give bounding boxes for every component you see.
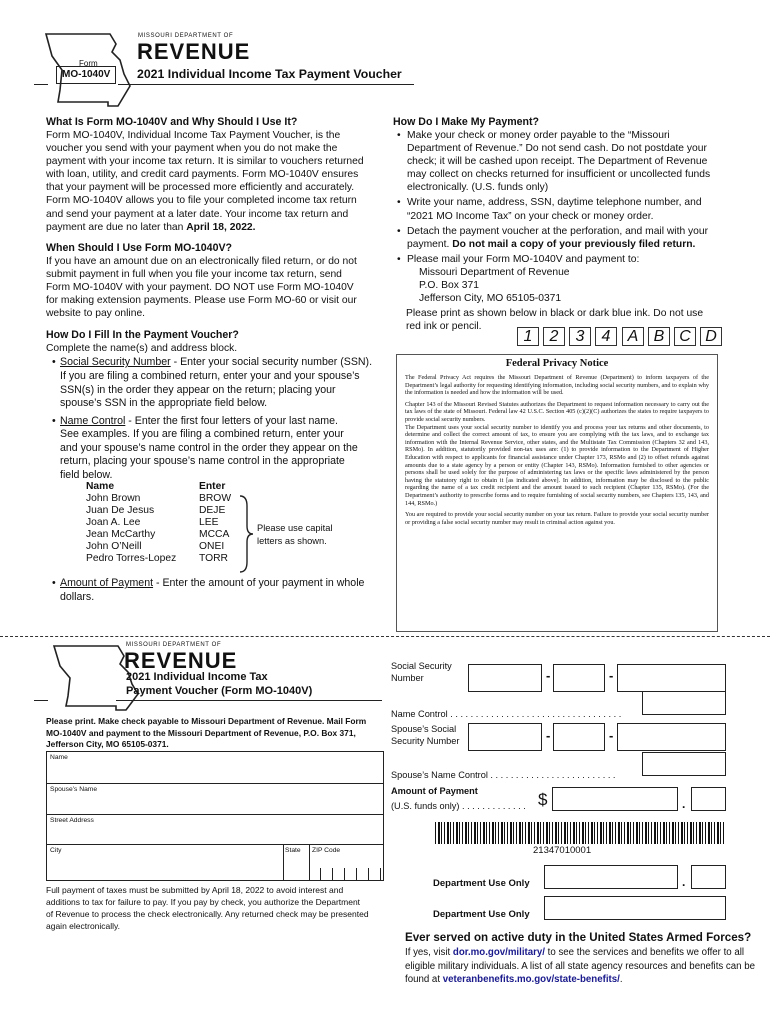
sample-letters: A B C D bbox=[622, 327, 726, 346]
page-title: 2021 Individual Income Tax Payment Voucher bbox=[137, 67, 402, 81]
heading-how-pay: How Do I Make My Payment? bbox=[393, 116, 539, 128]
zip-field[interactable]: ZIP Code bbox=[309, 844, 383, 880]
privacy-notice: Federal Privacy Notice The Federal Privacy Act requires the Missouri Department of Revenue (Department) to inform taxpayers of the Department’s legal authority for requesting identifying information, including social security numbers, and to explain why the information is needed and how the information will be used. Chapter 143 of the Missouri Revised Statutes authorizes the Department to request information necessary to carry out the tax laws of the state of Missouri. Federal law 42 U.S.C. Section 405 (c)(2)(C) authorizes the states to require taxpayers to provide social security numbers. The Department uses your social security number to identify you and process your tax returns and other documents, to determine and collect the correct amount of tax, to ensure you are complying with the tax laws, and to exchange tax information with the Internal Revenue Service, other states, and the Multistate Tax Commission (Chapters 32 and 143, RSMo). In addition, statutorily provided non-tax uses are: (1) to provide information to the Department of Higher Education with respect to applicants for financial assistance under Chapter 173, RSMo and (2) to offset refunds against amounts due to a state agency by a person or entity (Chapter 143, RSMo). Information furnished to other agencies or persons shall be used solely for the purpose of administering tax laws or the specific laws administered by the person having the statutory right to obtain it [as indicated above]. In addition, information may be disclosed to the public regarding the name of a tax credit recipient and the amount issued to such recipient (Chapter 135, RSMo). (For the Department’s authority to prescribe forms and to require furnishing of social security numbers, see Chapters 135, 143, and 144, RSMo.) You are required to provide your social security number on your tax return. Failure to provide your social security number or providing a false social security number may result in criminal action against you. bbox=[396, 354, 718, 632]
military-heading: Ever served on active duty in the United States Armed Forces? bbox=[405, 931, 752, 944]
ssn-part3[interactable] bbox=[617, 664, 726, 692]
state-field[interactable]: State bbox=[285, 847, 301, 854]
when-text: If you have an amount due on an electronically filed return, or do not submit payment in full when you file your income tax return, send Form MO-1040V with your payment. DO NOT use Form MO-1040V for making extension payments. Please use Form MO-60 or visit our website to pay online. bbox=[46, 255, 357, 320]
barcode bbox=[435, 822, 725, 844]
table-row: John O’Neill ONEI bbox=[86, 541, 225, 552]
brace-icon bbox=[238, 494, 254, 574]
spouse-name-field[interactable]: Spouse’s Name bbox=[50, 786, 98, 793]
dept-use-box-2 bbox=[544, 896, 726, 920]
name-control-input[interactable] bbox=[642, 691, 726, 715]
spouse-ssn-part3[interactable] bbox=[617, 723, 726, 751]
table-row: Jean McCarthy MCCA bbox=[86, 529, 230, 540]
spouse-ssn-part1[interactable] bbox=[468, 723, 542, 751]
ssn-part2[interactable] bbox=[553, 664, 605, 692]
dash-glyph: - bbox=[609, 668, 614, 683]
table-row: Joan A. Lee LEE bbox=[86, 517, 219, 528]
pay-bullet-4: • Please mail your Form MO-1040V and payment to: Missouri Department of Revenue P.O. Box 371 Jefferson City, MO 65105-0371 bbox=[397, 253, 640, 305]
amount-sub-label: (U.S. funds only) . . . . . . . . . . . . . bbox=[391, 801, 526, 811]
how-fill-text: Complete the name(s) and address block. bbox=[46, 343, 238, 355]
voucher-rule-left bbox=[34, 700, 48, 701]
decimal-point: . bbox=[682, 875, 686, 889]
table-row: Juan De Jesus DEJE bbox=[86, 505, 226, 516]
voucher-rule-title bbox=[116, 700, 382, 701]
spouse-ssn-part2[interactable] bbox=[553, 723, 605, 751]
dash-glyph: - bbox=[609, 728, 614, 743]
left-column bbox=[46, 116, 386, 483]
pay-bullet-2: • Write your name, address, SSN, daytime telephone number, and “2021 MO Income Tax” on your check or money order. bbox=[397, 197, 702, 222]
voucher-title: 2021 Individual Income Tax Payment Voucher (Form MO-1040V) bbox=[126, 671, 313, 697]
amount-bullet: • Amount of Payment - Enter the amount of your payment in whole dollars. bbox=[52, 577, 365, 603]
heading-what-is: What Is Form MO-1040V and Why Should I Use It? bbox=[46, 116, 298, 128]
ssn-label: Social Security Number bbox=[391, 661, 452, 683]
dash-glyph: - bbox=[546, 668, 551, 683]
dept-use-label-2: Department Use Only bbox=[433, 909, 530, 920]
perforation-line bbox=[0, 636, 770, 637]
dollar-sign: $ bbox=[538, 790, 548, 809]
heading-how-fill: How Do I Fill In the Payment Voucher? bbox=[46, 329, 239, 342]
voucher-revenue-logo: REVENUE bbox=[124, 648, 238, 673]
dept-use-label-1: Department Use Only bbox=[433, 878, 530, 889]
barcode-number: 21347010001 bbox=[533, 845, 592, 856]
spouse-name-control-input[interactable] bbox=[642, 752, 726, 776]
revenue-logo: REVENUE bbox=[137, 39, 251, 64]
table-row: Pedro Torres-Lopez TORR bbox=[86, 553, 228, 564]
amount-input[interactable] bbox=[552, 787, 678, 811]
voucher-instructions: Please print. Make check payable to Missouri Department of Revenue. Mail Form MO-1040V and payment to the Missouri Department of Revenue, P.O. Box 371, Jefferson City, MO 65105-0371. bbox=[46, 716, 367, 749]
city-field[interactable]: City bbox=[50, 847, 62, 854]
street-address-field[interactable]: Street Address bbox=[50, 817, 94, 824]
ssn-bullet: • Social Security Number - Enter your social security number (SSN). If you are filing a combined return, enter your and your spouse’s SSN(s) in the order they appear on the return; placing your spouse’s SSN in the appropriate field below. bbox=[52, 356, 373, 410]
name-field[interactable]: Name bbox=[50, 754, 68, 761]
privacy-title: Federal Privacy Notice bbox=[505, 358, 609, 369]
name-control-examples: Name Enter John Brown BROW Juan De Jesus DEJE Joan A. Lee LEE Jean McCarthy MCCA John O’Neill ONEI Pedro Torres-Lopez TORR bbox=[86, 481, 232, 564]
pay-bullet-3: • Detach the payment voucher at the perforation, and mail with your payment. Do not mail a copy of your previously filed return. bbox=[397, 225, 709, 250]
ssn-part1[interactable] bbox=[468, 664, 542, 692]
dept-use-box-1 bbox=[544, 865, 678, 889]
voucher-dept-name: MISSOURI DEPARTMENT OF bbox=[126, 642, 222, 648]
decimal-point: . bbox=[682, 797, 686, 811]
name-control-bullet: • Name Control - Enter the first four letters of your last name. See examples. If you are filing a combined return, enter your and your spouse’s name control in the order they appear on the return, placing your spouse’s name control in the appropriate field below. bbox=[52, 414, 358, 482]
military-link[interactable]: dor.mo.gov/military/ bbox=[452, 947, 545, 958]
military-text: If yes, visit dor.mo.gov/military/ to see the services and benefits we offer to all eligible military individuals. A list of all state agency resources and benefits can be found at veteranbenefits.mo.gov/state-benefits/. bbox=[405, 947, 756, 985]
what-is-text: Form MO-1040V, Individual Income Tax Payment Voucher, is the voucher you send with your payment when you do not make the payment with your income tax return. It is similar to vouchers returned with loan, utility, and credit card payments. Form MO-1040V ensures that your payment will be processed more efficiently and accurately. Form MO-1040V allows you to file your completed income tax return and send your payment at a later date. Your income tax return and payment are due no later than April 18, 2022. bbox=[46, 130, 364, 233]
heading-when: When Should I Use Form MO-1040V? bbox=[46, 241, 233, 254]
spouse-name-control-label: Spouse’s Name Control . . . . . . . . . . . . . . . . . . . . . . . . . bbox=[391, 770, 616, 780]
right-column bbox=[393, 116, 729, 333]
header-rule-left bbox=[34, 84, 48, 85]
amount-cents-input[interactable] bbox=[691, 787, 726, 811]
veteran-benefits-link[interactable]: veteranbenefits.mo.gov/state-benefits/ bbox=[442, 974, 620, 985]
ink-instructions: Please print as shown below in black or dark blue ink. Do not use red ink or pencil. bbox=[406, 308, 704, 333]
due-date: April 18, 2022. bbox=[186, 221, 256, 233]
amount-label: Amount of Payment bbox=[391, 786, 478, 796]
spouse-ssn-label: Spouse’s Social Security Number bbox=[391, 724, 460, 746]
full-payment-notice: Full payment of taxes must be submitted by April 18, 2022 to avoid interest and additions to tax for failure to pay. If you pay by check, you authorize the Department of Revenue to process the check electronically. Any returned check may be presented again electronically. bbox=[46, 885, 369, 931]
capital-note: Please use capital letters as shown. bbox=[257, 523, 333, 546]
pay-bullet-1: • Make your check or money order payable to the “Missouri Department of Revenue.” Do not send cash. Do not postdate your check; it will be cashed upon receipt. The Department of Revenue may collect on checks returned for insufficient or uncollected funds electronically. (U.S. funds only) bbox=[397, 130, 711, 194]
form-word: Form bbox=[79, 59, 98, 68]
dept-use-box-1b bbox=[691, 865, 726, 889]
name-control-label: Name Control . . . . . . . . . . . . . . . . . . . . . . . . . . . . . . . . . . bbox=[391, 709, 622, 719]
form-id: MO-1040V bbox=[62, 69, 111, 80]
sample-digits: 1 2 3 4 bbox=[517, 327, 621, 346]
dash-glyph: - bbox=[546, 728, 551, 743]
title-underline bbox=[118, 84, 414, 85]
dept-name: MISSOURI DEPARTMENT OF bbox=[138, 33, 234, 39]
table-row: John Brown BROW bbox=[86, 493, 232, 504]
